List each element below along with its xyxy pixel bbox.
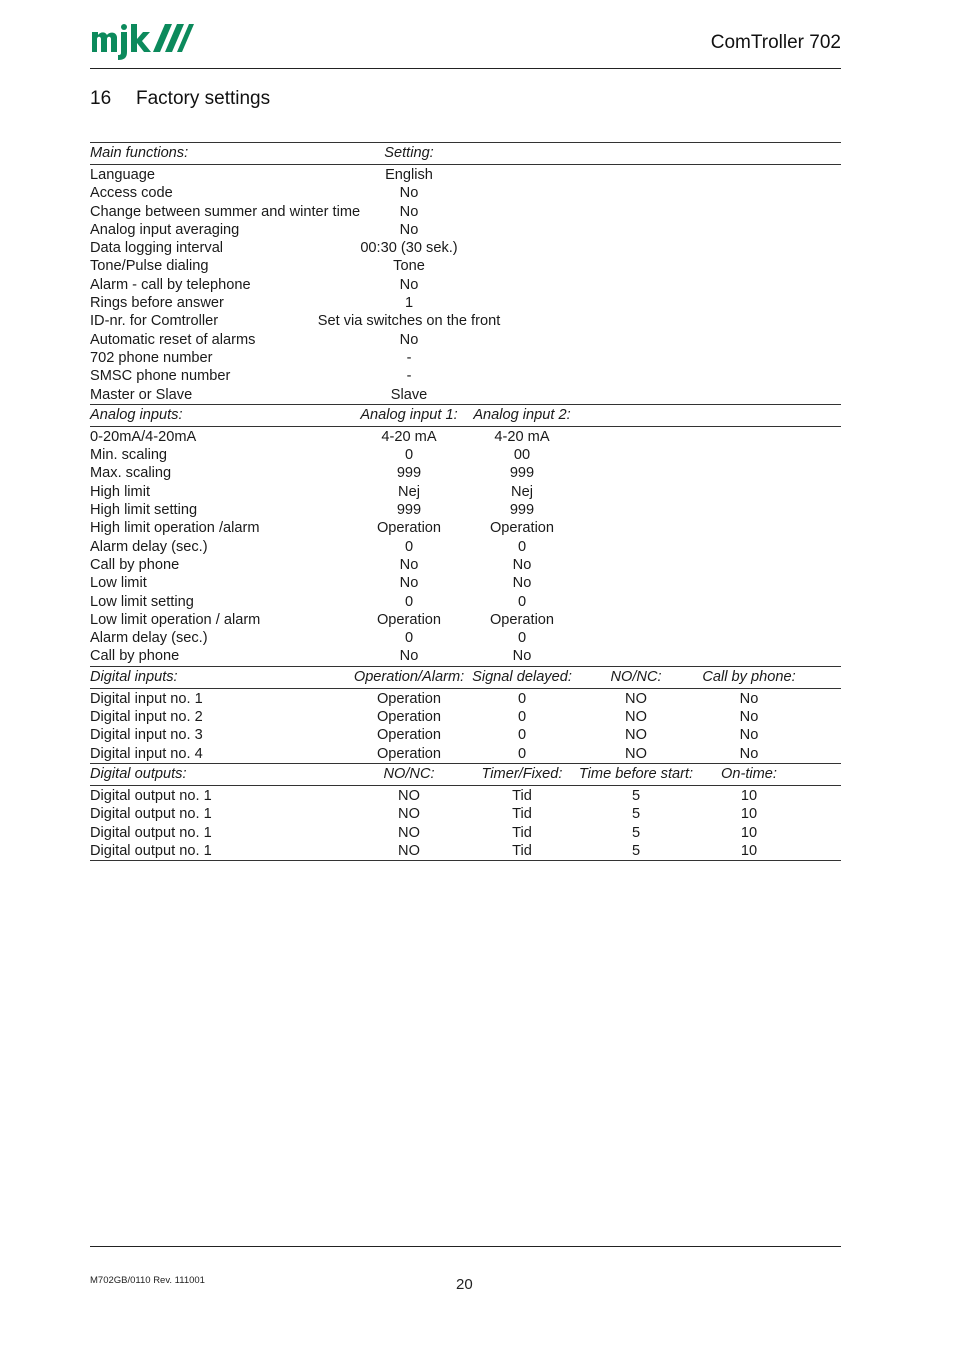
cell-value: Low limit operation / alarm <box>90 611 261 628</box>
table-cell <box>90 294 224 312</box>
table-row <box>90 349 841 367</box>
table-cell <box>90 331 255 349</box>
cell-value: Alarm delay (sec.) <box>90 630 208 647</box>
column-header <box>90 667 178 687</box>
table-header-row <box>90 764 841 786</box>
cell-value: Operation <box>376 727 442 744</box>
digital-outputs-table <box>90 763 841 860</box>
table-cell <box>90 519 260 537</box>
cell-value: 4-20 mA <box>494 428 550 445</box>
table-cell <box>90 464 171 482</box>
column-header-label: On-time: <box>721 765 777 782</box>
table-cell <box>90 842 212 860</box>
cell-value: 00 <box>513 447 531 464</box>
cell-value: 0 <box>404 630 414 647</box>
table-header-row <box>90 143 841 165</box>
cell-value: Change between summer and winter time <box>90 203 361 220</box>
column-header-label: Operation/Alarm: <box>353 668 465 685</box>
cell-value: Tid <box>512 824 532 841</box>
table-cell <box>90 221 239 239</box>
table-cell <box>90 824 212 842</box>
cell-value: 999 <box>396 465 422 482</box>
cell-value: No <box>399 221 419 238</box>
table-row <box>90 367 841 385</box>
table-cell <box>90 276 251 294</box>
cell-value: 10 <box>740 824 758 841</box>
cell-value: 0 <box>404 538 414 555</box>
page-number: 20 <box>456 1276 473 1293</box>
column-header-label: NO/NC: <box>383 765 435 782</box>
cell-value: Rings before answer <box>90 295 224 312</box>
cell-value: 0 <box>517 727 527 744</box>
cell-value: No <box>739 727 759 744</box>
cell-value: Low limit <box>90 575 147 592</box>
mjk-logo <box>90 22 194 62</box>
cell-value: No <box>399 648 419 665</box>
table-cell <box>90 312 218 330</box>
table-row <box>90 239 841 257</box>
table-cell <box>90 184 173 202</box>
cell-value: NO <box>625 745 647 762</box>
cell-value: Digital input no. 1 <box>90 690 203 707</box>
table-cell <box>90 647 179 665</box>
cell-value: Access code <box>90 185 173 202</box>
table-row <box>90 824 841 842</box>
cell-value: Digital output no. 1 <box>90 842 212 859</box>
cell-value: 0 <box>517 593 527 610</box>
table-cell <box>90 428 196 446</box>
column-header-label: Digital outputs: <box>90 765 187 782</box>
table-row <box>90 501 841 519</box>
cell-value: No <box>512 648 532 665</box>
table-row <box>90 690 841 708</box>
cell-value: 0 <box>404 593 414 610</box>
table-row <box>90 184 841 202</box>
table-row <box>90 556 841 574</box>
cell-value: 0 <box>517 745 527 762</box>
section-heading <box>90 88 270 110</box>
table-cell <box>90 257 208 275</box>
cell-value: SMSC phone number <box>90 368 231 385</box>
table-cell <box>90 574 147 592</box>
cell-value: NO <box>398 806 420 823</box>
cell-value: Max. scaling <box>90 465 172 482</box>
table-row <box>90 805 841 823</box>
cell-value: 999 <box>509 465 535 482</box>
cell-value: NO <box>625 690 647 707</box>
column-header <box>90 764 187 784</box>
cell-value: No <box>399 575 419 592</box>
cell-value: 702 phone number <box>90 349 213 366</box>
cell-value: Tone/Pulse dialing <box>90 258 209 275</box>
table-row <box>90 745 841 763</box>
cell-value: NO <box>398 824 420 841</box>
table-row <box>90 787 841 805</box>
column-header-label: Signal delayed: <box>472 668 572 685</box>
main-functions-table <box>90 142 841 404</box>
cell-value: Nej <box>398 483 420 500</box>
cell-value: 0-20mA/4-20mA <box>90 428 197 445</box>
cell-value: Operation <box>489 611 555 628</box>
table-cell <box>90 787 212 805</box>
table-cell <box>90 386 192 404</box>
analog-inputs-table <box>90 404 841 666</box>
cell-value: High limit setting <box>90 502 198 519</box>
cell-value: High limit operation /alarm <box>90 520 260 537</box>
table-cell <box>90 483 150 501</box>
column-header-label: Timer/Fixed: <box>481 765 563 782</box>
table-cell <box>90 805 212 823</box>
cell-value: No <box>739 709 759 726</box>
cell-value: Automatic reset of alarms <box>90 331 256 348</box>
cell-value: Digital input no. 3 <box>90 727 203 744</box>
cell-value: Tid <box>512 842 532 859</box>
table-cell <box>90 501 197 519</box>
digital-inputs-table <box>90 666 841 763</box>
table-row <box>90 257 841 275</box>
table-row <box>90 203 841 221</box>
cell-value: Min. scaling <box>90 447 168 464</box>
cell-value: 999 <box>509 502 535 519</box>
table-row <box>90 708 841 726</box>
cell-value: Operation <box>489 520 555 537</box>
cell-value: Analog input averaging <box>90 221 240 238</box>
column-header-label: Call by phone: <box>702 668 796 685</box>
table-row <box>90 166 841 184</box>
cell-value: Digital input no. 2 <box>90 709 203 726</box>
cell-value: Alarm delay (sec.) <box>90 538 208 555</box>
section-number: 16 <box>90 88 112 109</box>
cell-value: 0 <box>517 630 527 647</box>
section-title: Factory settings <box>136 88 271 109</box>
table-row <box>90 574 841 592</box>
table-cell <box>90 367 230 385</box>
table-row <box>90 842 841 860</box>
cell-value: NO <box>625 727 647 744</box>
cell-value: 5 <box>631 824 641 841</box>
cell-value: English <box>385 167 433 183</box>
cell-value: Tone <box>393 258 425 275</box>
table-cell <box>90 538 208 556</box>
column-header-label: Digital inputs: <box>90 668 178 685</box>
table-header-row <box>90 405 841 427</box>
table-row <box>90 647 841 665</box>
cell-value: Nej <box>511 483 533 500</box>
table-row <box>90 221 841 239</box>
column-header-label: Setting: <box>384 145 434 161</box>
cell-value: - <box>406 349 412 366</box>
cell-value: No <box>399 276 419 293</box>
table-cell <box>90 556 179 574</box>
table-row <box>90 483 841 501</box>
cell-value: NO <box>625 709 647 726</box>
cell-value: Data logging interval <box>90 240 224 257</box>
footer-divider <box>90 1246 841 1247</box>
table-cell <box>90 166 155 184</box>
table-row <box>90 519 841 537</box>
cell-value: Master or Slave <box>90 386 193 403</box>
cell-value: 0 <box>517 538 527 555</box>
cell-value: Language <box>90 167 155 183</box>
column-header-label: Analog input 2: <box>473 406 571 423</box>
table-cell <box>90 203 360 221</box>
cell-value: No <box>399 331 419 348</box>
column-header-label: Time before start: <box>578 765 694 782</box>
cell-value: 0 <box>404 447 414 464</box>
cell-value: Digital input no. 4 <box>90 745 203 762</box>
cell-value: 0 <box>517 709 527 726</box>
table-row <box>90 629 841 647</box>
header-divider <box>90 68 841 69</box>
cell-value: Low limit setting <box>90 593 194 610</box>
cell-value: Alarm - call by telephone <box>90 276 251 293</box>
cell-value: No <box>399 185 419 202</box>
table-cell <box>90 690 203 708</box>
table-row <box>90 428 841 446</box>
table-cell <box>90 745 203 763</box>
cell-value: Operation <box>376 520 442 537</box>
table-cell <box>90 726 203 744</box>
cell-value: 1 <box>404 295 414 312</box>
cell-value: 10 <box>740 806 758 823</box>
cell-value: No <box>399 556 419 573</box>
cell-value: - <box>406 368 412 385</box>
table-row <box>90 611 841 629</box>
table-cell <box>90 446 167 464</box>
cell-value: Call by phone <box>90 648 180 665</box>
cell-value: Set via switches on the front <box>317 313 501 330</box>
table-row <box>90 386 841 404</box>
document-reference: M702GB/0110 Rev. 111001 <box>90 1275 205 1286</box>
factory-settings-tables <box>90 142 841 861</box>
cell-value: 5 <box>631 806 641 823</box>
table-cell <box>90 349 213 367</box>
table-cell <box>90 629 208 647</box>
table-row <box>90 446 841 464</box>
cell-value: Tid <box>512 787 532 804</box>
cell-value: Digital output no. 1 <box>90 787 212 804</box>
cell-value: High limit <box>90 483 151 500</box>
cell-value: No <box>739 745 759 762</box>
column-header-label: Main functions: <box>90 145 189 161</box>
table-row <box>90 276 841 294</box>
column-header-label: Analog inputs: <box>90 406 183 423</box>
table-cell <box>90 708 203 726</box>
table-row <box>90 294 841 312</box>
table-cell <box>90 239 223 257</box>
table-header-row <box>90 667 841 689</box>
cell-value: 4-20 mA <box>381 428 437 445</box>
table-row <box>90 464 841 482</box>
column-header <box>90 405 183 425</box>
cell-value: Operation <box>376 690 442 707</box>
table-row <box>90 593 841 611</box>
cell-value: Operation <box>376 745 442 762</box>
table-row <box>90 312 841 330</box>
cell-value: Call by phone <box>90 556 180 573</box>
cell-value: Tid <box>512 806 532 823</box>
table-cell <box>90 593 194 611</box>
cell-value: 0 <box>517 690 527 707</box>
cell-value: Operation <box>376 611 442 628</box>
cell-value: Digital output no. 1 <box>90 824 212 841</box>
cell-value: 10 <box>740 787 758 804</box>
cell-value: Operation <box>376 709 442 726</box>
table-row <box>90 538 841 556</box>
table-row <box>90 331 841 349</box>
cell-value: 5 <box>631 842 641 859</box>
cell-value: No <box>512 575 532 592</box>
column-header-label: NO/NC: <box>610 668 662 685</box>
column-header-label: Analog input 1: <box>360 406 458 423</box>
cell-value: No <box>739 690 759 707</box>
cell-value: Digital output no. 1 <box>90 806 212 823</box>
cell-value: NO <box>398 787 420 804</box>
table-end-rule <box>90 860 841 861</box>
cell-value: 5 <box>631 787 641 804</box>
cell-value: NO <box>398 842 420 859</box>
cell-value: 00:30 (30 sek.) <box>360 240 458 257</box>
cell-value: ID-nr. for Comtroller <box>90 313 219 330</box>
cell-value: No <box>399 203 419 220</box>
column-header <box>90 143 188 163</box>
cell-value: 999 <box>396 502 422 519</box>
document-title: ComTroller 702 <box>710 32 841 53</box>
cell-value: Slave <box>390 386 428 403</box>
table-row <box>90 726 841 744</box>
cell-value: No <box>512 556 532 573</box>
table-cell <box>90 611 260 629</box>
cell-value: 10 <box>740 842 758 859</box>
